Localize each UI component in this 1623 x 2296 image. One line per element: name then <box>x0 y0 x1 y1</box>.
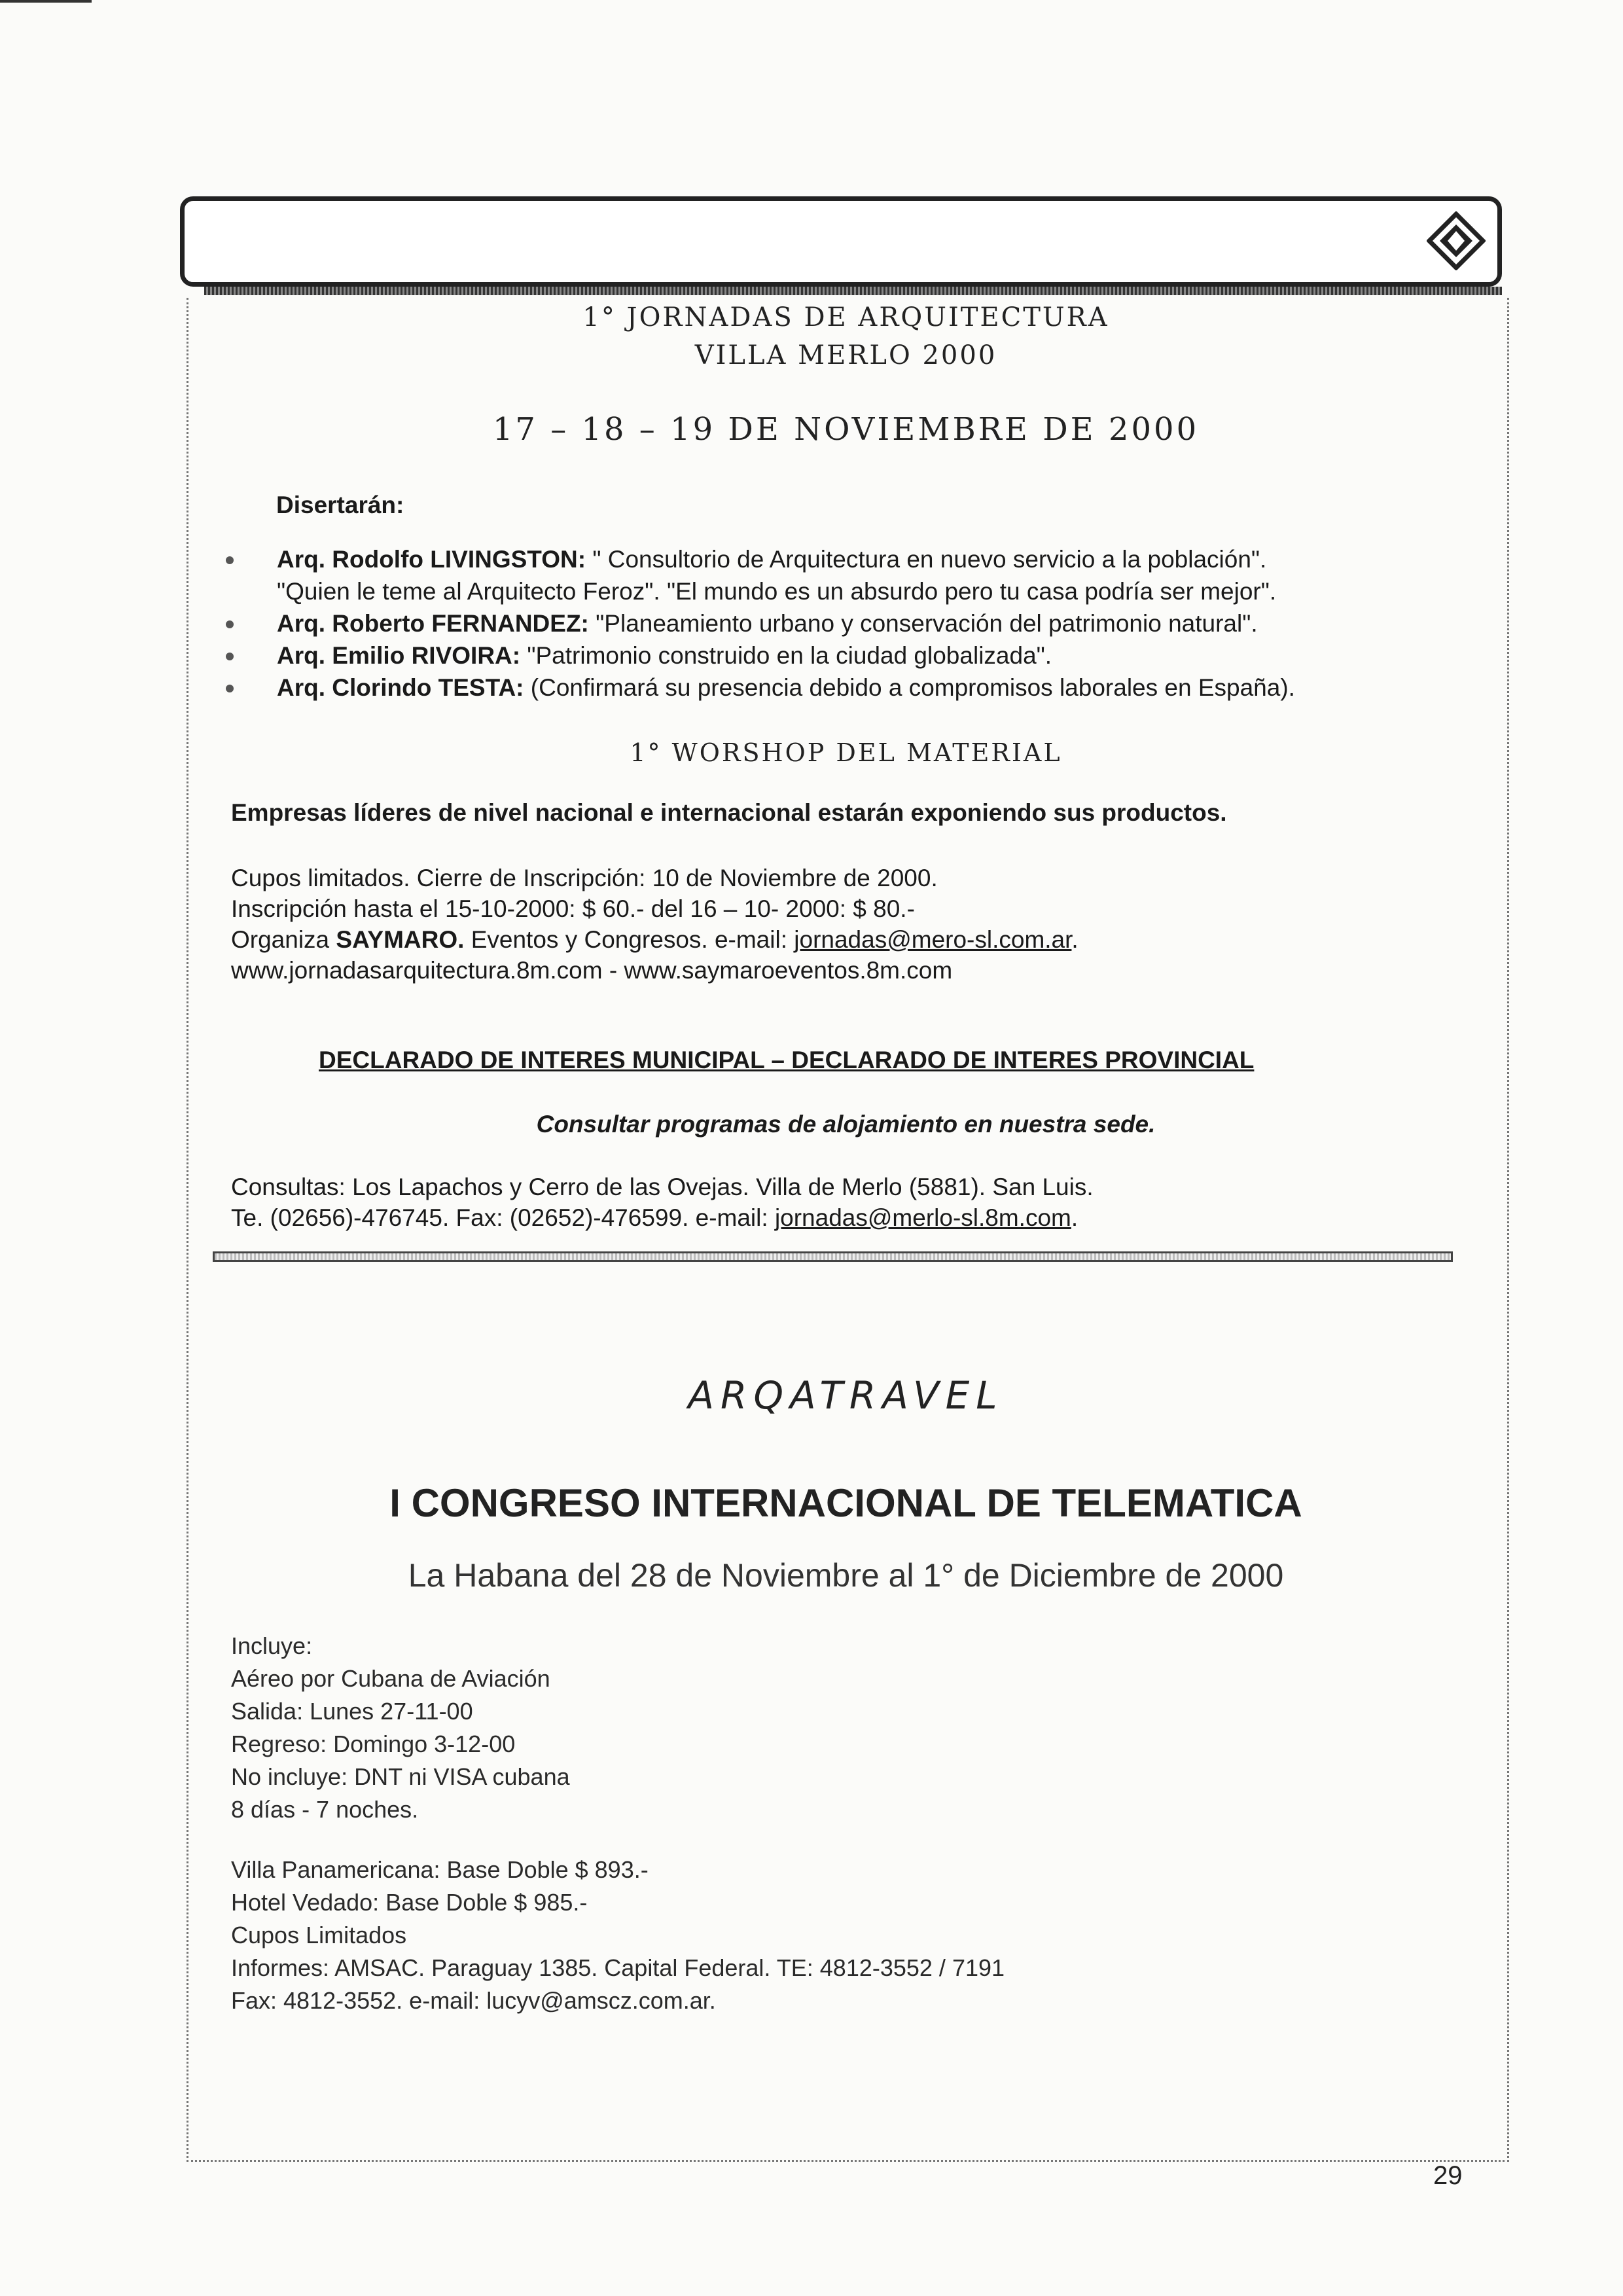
speaker-talk: "Planeamiento urbano y conservación del patrimonio natural". <box>588 610 1258 637</box>
organizer-prefix: Organiza <box>231 926 336 953</box>
includes-departure: Salida: Lunes 27-11-00 <box>231 1698 473 1725</box>
registration-prices: Inscripción hasta el 15-10-2000: $ 60.- del 16 – 10- 2000: $ 80.- <box>231 895 915 922</box>
speaker-talk: "Patrimonio construido en la ciudad globalizada". <box>520 642 1052 669</box>
websites-line[interactable]: www.jornadasarquitectura.8m.com - www.saymaroeventos.8m.com <box>231 957 953 984</box>
section-divider <box>213 1251 1453 1262</box>
header-banner <box>180 196 1502 287</box>
limited-places: Cupos Limitados <box>231 1922 407 1948</box>
corner-mark <box>0 0 92 3</box>
event-subtitle: VILLA MERLO 2000 <box>694 340 997 370</box>
declared-interest: DECLARADO DE INTERES MUNICIPAL – DECLARADO DE INTERES PROVINCIAL <box>319 1047 1255 1073</box>
speaker-talk-continued: "Quien le teme al Arquitecto Feroz". "El mundo es un absurdo pero tu casa podría ser mejor". <box>277 578 1277 605</box>
lodging-note: Consultar programas de alojamiento en nuestra sede. <box>536 1111 1156 1138</box>
list-item <box>226 639 1295 672</box>
organizer-mid: Eventos y Congresos. e-mail: <box>464 926 794 953</box>
publication-logo-icon <box>1427 211 1486 270</box>
companies-text: Empresas líderes de nivel nacional e internacional estarán exponiendo sus productos. <box>231 799 1227 826</box>
organizer-end: . <box>1071 926 1079 953</box>
speaker-talk: (Confirmará su presencia debido a compromisos laborales en España). <box>524 674 1295 701</box>
fax-email: Fax: 4812-3552. e-mail: lucyv@amscz.com.ar. <box>231 1987 716 2014</box>
speakers-list <box>226 543 1295 704</box>
contact-end: . <box>1071 1204 1079 1231</box>
speaker-name: Arq. Rodolfo LIVINGSTON: <box>277 546 586 573</box>
page-number: 29 <box>1433 2161 1463 2190</box>
congress-title: I CONGRESO INTERNACIONAL DE TELEMATICA <box>389 1481 1302 1525</box>
contact-email-link[interactable]: jornadas@merlo-sl.8m.com <box>774 1204 1071 1231</box>
list-item <box>226 672 1295 704</box>
list-item <box>226 543 1295 575</box>
speakers-label: Disertarán: <box>276 492 404 518</box>
organizer-email-link[interactable]: jornadas@mero-sl.com.ar <box>794 926 1072 953</box>
contact-phone: Te. (02656)-476745. Fax: (02652)-476599. e-mail: <box>231 1204 775 1231</box>
contact-phone-line <box>231 1202 1078 1233</box>
congress-location-dates: La Habana del 28 de Noviembre al 1° de Diciembre de 2000 <box>408 1557 1284 1594</box>
speaker-name: Arq. Emilio RIVOIRA: <box>277 642 521 669</box>
registration-deadline: Cupos limitados. Cierre de Inscripción: 10 de Noviembre de 2000. <box>231 865 938 891</box>
includes-flight: Aéreo por Cubana de Aviación <box>231 1665 550 1692</box>
not-included: No incluye: DNT ni VISA cubana <box>231 1763 570 1790</box>
includes-return: Regreso: Domingo 3-12-00 <box>231 1731 516 1757</box>
trip-duration: 8 días - 7 noches. <box>231 1796 419 1823</box>
price-hotel: Hotel Vedado: Base Doble $ 985.- <box>231 1889 588 1916</box>
speaker-name: Arq. Roberto FERNANDEZ: <box>277 610 589 637</box>
list-item <box>226 607 1295 639</box>
includes-label: Incluye: <box>231 1632 313 1659</box>
contact-address: Consultas: Los Lapachos y Cerro de las Ovejas. Villa de Merlo (5881). San Luis. <box>231 1174 1094 1200</box>
event-dates: 17 – 18 – 19 DE NOVIEMBRE DE 2000 <box>492 411 1200 448</box>
speaker-name: Arq. Clorindo TESTA: <box>277 674 524 701</box>
event-title: 1° JORNADAS DE ARQUITECTURA <box>582 302 1109 332</box>
price-villa: Villa Panamericana: Base Doble $ 893.- <box>231 1856 649 1883</box>
organizer-name: SAYMARO. <box>336 926 465 953</box>
travel-brand: ARQATRAVEL <box>688 1373 1004 1418</box>
speaker-talk: " Consultorio de Arquitectura en nuevo servicio a la población". <box>586 546 1267 573</box>
info-contact: Informes: AMSAC. Paraguay 1385. Capital Federal. TE: 4812-3552 / 7191 <box>231 1954 1005 1981</box>
workshop-title: 1° WORSHOP DEL MATERIAL <box>630 738 1062 767</box>
organizer-line <box>231 924 1079 955</box>
